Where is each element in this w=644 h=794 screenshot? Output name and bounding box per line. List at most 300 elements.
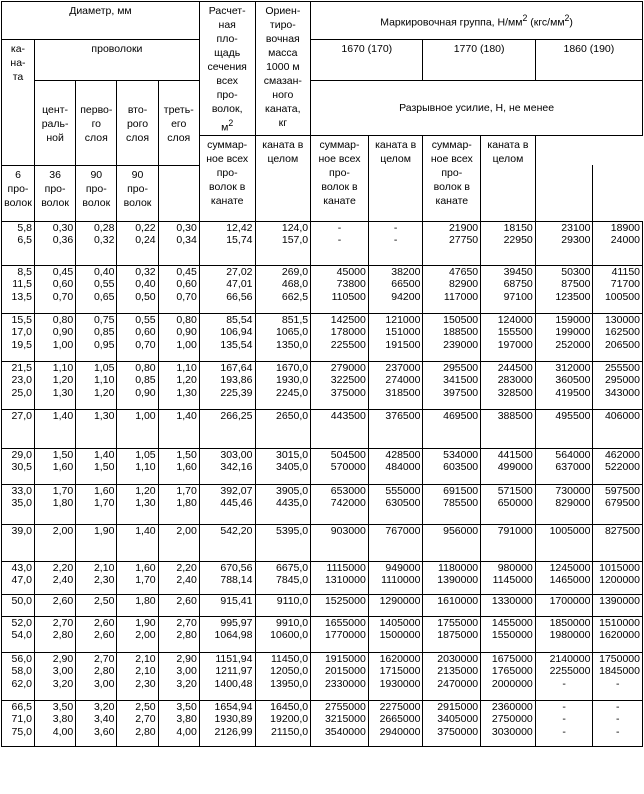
table-cell — [76, 313, 117, 361]
cell-value: 730000 — [555, 484, 591, 497]
cell-value: 1610000 — [437, 594, 479, 607]
cell-value: 2360000 — [491, 700, 533, 713]
cell-value: 791000 — [497, 524, 533, 537]
cell-value: 0,60 — [176, 278, 197, 291]
table-cell — [255, 616, 311, 652]
cell-value: 9910,0 — [276, 616, 309, 629]
cell-value: 27,02 — [226, 265, 253, 278]
table-cell — [199, 409, 255, 448]
cell-value: 1350,0 — [276, 338, 309, 351]
table-cell — [311, 484, 369, 524]
group-1670: 1670 (170) — [311, 40, 423, 81]
table-cell — [255, 409, 311, 448]
cell-value: 1,00 — [176, 338, 197, 351]
cell-value: 1525000 — [324, 594, 366, 607]
table-cell — [423, 361, 481, 409]
cell-value: 980000 — [497, 561, 533, 574]
table-cell — [481, 361, 536, 409]
cell-value: 851,5 — [281, 313, 309, 326]
table-cell — [593, 265, 643, 313]
cell-value: 2330000 — [324, 677, 366, 690]
cell-value: 237000 — [385, 361, 421, 374]
cell-value: 2140000 — [549, 652, 591, 665]
cell-value: 445,46 — [220, 497, 253, 510]
cell-value: 1330000 — [491, 594, 533, 607]
cell-value: 73800 — [336, 278, 366, 291]
cell-value: 2,00 — [52, 524, 74, 537]
cell-value: 5395,0 — [276, 524, 309, 537]
cell-value: 637000 — [555, 461, 591, 474]
table-cell — [535, 700, 593, 746]
table-cell — [423, 594, 481, 616]
table-cell — [535, 265, 593, 313]
cell-value: 39,0 — [11, 524, 32, 537]
table-cell — [117, 484, 158, 524]
table-cell — [158, 700, 199, 746]
cell-value: 0,60 — [52, 278, 74, 291]
cell-value: 1750000 — [599, 652, 640, 665]
cell-value: 392,07 — [220, 484, 253, 497]
cell-value: 1700000 — [549, 594, 591, 607]
table-cell — [2, 524, 35, 561]
cell-value: 66500 — [391, 278, 421, 291]
table-cell — [2, 361, 35, 409]
cell-value: 0,90 — [176, 326, 197, 339]
cell-value: 0,70 — [176, 290, 197, 303]
table-cell — [535, 484, 593, 524]
cell-value: 52,0 — [11, 616, 32, 629]
table-cell — [593, 616, 643, 652]
cell-value: 11,5 — [12, 278, 32, 291]
table-cell — [158, 524, 199, 561]
cell-value: 3540000 — [324, 725, 366, 738]
table-cell — [34, 448, 75, 484]
cell-value: 150500 — [443, 313, 479, 326]
cell-value: 2,80 — [52, 629, 74, 642]
table-cell — [76, 265, 117, 313]
cell-value: 252000 — [555, 338, 591, 351]
cell-value: 1,30 — [176, 386, 197, 399]
cell-value: 2650,0 — [276, 409, 309, 422]
cell-value: 328500 — [497, 386, 533, 399]
table-cell — [34, 700, 75, 746]
cell-value: 3750000 — [437, 725, 479, 738]
cell-value: 903000 — [330, 524, 366, 537]
cell-value: 3,20 — [93, 700, 115, 713]
cell-value: 534000 — [443, 448, 479, 461]
cell-value: 47650 — [448, 265, 479, 278]
cell-value: 225500 — [330, 338, 366, 351]
sum-header-3: суммар- ное всех про- волок в канате — [423, 135, 481, 221]
cell-value: - — [615, 677, 620, 690]
cell-value: 15,74 — [226, 234, 253, 247]
cell-value: 1180000 — [438, 561, 479, 574]
cell-value: 468,0 — [281, 278, 309, 291]
row-group — [2, 265, 643, 313]
cell-value: 27,0 — [11, 409, 32, 422]
cell-value: 0,80 — [135, 361, 156, 374]
cell-value: 3,00 — [93, 677, 115, 690]
cell-value: 197000 — [497, 338, 533, 351]
cell-value: 94200 — [391, 290, 421, 303]
cell-value: 1245000 — [549, 561, 591, 574]
cell-value: 21,5 — [11, 361, 32, 374]
cell-value: 157,0 — [281, 234, 309, 247]
cell-value: 12,42 — [226, 221, 253, 234]
cell-value: 269,0 — [281, 265, 309, 278]
whole-header-3: каната в целом — [481, 135, 536, 221]
cell-value: 571500 — [497, 484, 533, 497]
cell-value: 2,60 — [93, 629, 115, 642]
table-cell — [423, 484, 481, 524]
cell-value: 1310000 — [324, 574, 366, 587]
cell-value: 406000 — [604, 409, 640, 422]
table-cell — [423, 265, 481, 313]
cell-value: 2,40 — [176, 574, 197, 587]
cell-value: 193,86 — [220, 374, 253, 387]
cell-value: 142500 — [330, 313, 366, 326]
cell-value: 341500 — [443, 374, 479, 387]
table-cell — [423, 700, 481, 746]
cell-value: 0,24 — [135, 234, 156, 247]
cell-value: 2,90 — [52, 652, 74, 665]
whole-header-1: каната в целом — [255, 135, 311, 221]
count-36: 36 про- волок — [34, 165, 75, 221]
cell-value: 1,10 — [93, 374, 115, 387]
cell-value: 30,5 — [11, 461, 32, 474]
table-cell — [117, 221, 158, 265]
cell-value: 322500 — [330, 374, 366, 387]
table-cell — [368, 313, 423, 361]
cell-value: 2,30 — [93, 574, 115, 587]
cell-value: - — [562, 677, 566, 690]
cell-value: 274000 — [385, 374, 421, 387]
table-cell — [2, 221, 35, 265]
cell-value: 50,0 — [11, 594, 32, 607]
table-cell — [34, 616, 75, 652]
cell-value: 2,00 — [176, 524, 197, 537]
cell-value: 124000 — [497, 313, 533, 326]
cell-value: 1405000 — [379, 616, 421, 629]
table-cell — [535, 448, 593, 484]
row-group — [2, 616, 643, 652]
table-cell — [481, 313, 536, 361]
table-cell — [368, 616, 423, 652]
cell-value: 360500 — [555, 374, 591, 387]
table-cell — [368, 700, 423, 746]
cell-value: 428500 — [385, 448, 421, 461]
cell-value: 1655000 — [324, 616, 366, 629]
cell-value: 2,60 — [52, 594, 74, 607]
table-cell — [311, 700, 369, 746]
cell-value: 66,56 — [226, 290, 253, 303]
table-cell — [255, 265, 311, 313]
cell-value: 3,00 — [52, 665, 74, 678]
cell-value: 97100 — [503, 290, 533, 303]
table-cell — [2, 313, 35, 361]
cell-value: 342,16 — [220, 461, 253, 474]
table-cell — [76, 448, 117, 484]
cell-value: 266,25 — [220, 409, 253, 422]
cell-value: 1930,89 — [214, 713, 253, 726]
cell-value: 1845000 — [599, 665, 640, 678]
table-cell — [535, 594, 593, 616]
cell-value: 597500 — [604, 484, 640, 497]
cell-value: 1,60 — [135, 561, 156, 574]
table-cell — [535, 361, 593, 409]
cell-value: 239000 — [443, 338, 479, 351]
cell-value: 121000 — [385, 313, 421, 326]
row-group — [2, 524, 643, 561]
table-cell — [34, 652, 75, 700]
table-cell — [593, 448, 643, 484]
rope-header: ка- на- та — [2, 40, 35, 166]
cell-value: 1765000 — [491, 665, 533, 678]
table-cell — [311, 221, 369, 265]
row-group — [2, 448, 643, 484]
cell-value: 0,36 — [52, 234, 74, 247]
cell-value: 110500 — [331, 290, 366, 303]
cell-value: 1670,0 — [276, 361, 309, 374]
table-cell — [34, 361, 75, 409]
count-90-a: 90 про- волок — [76, 165, 117, 221]
table-cell — [158, 448, 199, 484]
cell-value: 785500 — [443, 497, 479, 510]
table-cell — [2, 409, 35, 448]
cell-value: 9110,0 — [276, 594, 309, 607]
row-group — [2, 561, 643, 594]
table-cell — [76, 561, 117, 594]
cell-value: 33,0 — [11, 484, 32, 497]
cell-value: 0,22 — [135, 221, 156, 234]
force-header: Разрывное усилие, Н, не менее — [311, 80, 643, 135]
table-cell — [2, 448, 35, 484]
table-cell — [117, 361, 158, 409]
cell-value: 419500 — [555, 386, 591, 399]
cell-value: 18900 — [610, 221, 640, 234]
table-cell — [423, 409, 481, 448]
table-cell — [117, 313, 158, 361]
cell-value: 827500 — [604, 524, 640, 537]
cell-value: - — [562, 713, 566, 726]
table-cell — [368, 409, 423, 448]
table-cell — [368, 561, 423, 594]
cell-value: 3,80 — [52, 713, 74, 726]
cell-value: 555000 — [385, 484, 421, 497]
area-header: Расчет- ная пло- щадь сечения всех про- волок, $м^2$ — [199, 2, 255, 136]
cell-value: 0,55 — [135, 313, 156, 326]
cell-value: 1,05 — [135, 448, 156, 461]
cell-value: 2255000 — [549, 665, 591, 678]
cell-value: 995,97 — [220, 616, 253, 629]
cell-value: 1,50 — [52, 448, 74, 461]
cell-value: 522000 — [604, 461, 640, 474]
table-cell — [423, 221, 481, 265]
table-cell — [158, 361, 199, 409]
cell-value: 1850000 — [549, 616, 591, 629]
table-cell — [311, 409, 369, 448]
table-cell — [481, 652, 536, 700]
cell-value: 2,80 — [176, 629, 197, 642]
cell-value: 2135000 — [437, 665, 479, 678]
cell-value: - — [615, 713, 620, 726]
cell-value: 495500 — [555, 409, 591, 422]
table-cell — [199, 265, 255, 313]
count-90-b: 90 про- волок — [117, 165, 158, 221]
cell-value: 441500 — [497, 448, 533, 461]
table-cell — [593, 361, 643, 409]
cell-value: 2470000 — [437, 677, 479, 690]
cell-value: 178000 — [330, 326, 366, 339]
table-cell — [481, 409, 536, 448]
table-cell — [76, 409, 117, 448]
cell-value: 2,70 — [176, 616, 197, 629]
cell-value: 2,90 — [176, 652, 197, 665]
cell-value: 106,94 — [220, 326, 253, 339]
cell-value: 1,10 — [176, 361, 197, 374]
cell-value: 542,20 — [220, 524, 253, 537]
cell-value: 255500 — [604, 361, 640, 374]
cell-value: 1211,97 — [215, 665, 253, 678]
cell-value: 283000 — [497, 374, 533, 387]
cell-value: 0,70 — [52, 290, 74, 303]
cell-value: 41150 — [611, 265, 640, 278]
cell-value: 388500 — [497, 409, 533, 422]
cell-value: 244500 — [497, 361, 533, 374]
cell-value: 0,30 — [176, 221, 197, 234]
cell-value: 3,80 — [176, 713, 197, 726]
cell-value: 23100 — [561, 221, 591, 234]
table-cell — [423, 313, 481, 361]
cell-value: 3,50 — [52, 700, 74, 713]
central-header: цент- раль- ной — [34, 80, 75, 165]
cell-value: 0,55 — [93, 278, 115, 291]
cell-value: 85,54 — [226, 313, 253, 326]
table-cell — [535, 409, 593, 448]
cell-value: 3,00 — [176, 665, 197, 678]
cell-value: 2,80 — [135, 725, 156, 738]
table-cell — [481, 484, 536, 524]
cell-value: 22950 — [503, 234, 533, 247]
cell-value: 462000 — [604, 448, 640, 461]
table-cell — [481, 524, 536, 561]
cell-value: 1,90 — [135, 616, 156, 629]
cell-value: 58,0 — [11, 665, 32, 678]
cell-value: 162500 — [604, 326, 640, 339]
table-cell — [255, 361, 311, 409]
cell-value: 117000 — [443, 290, 479, 303]
cell-value: 1065,0 — [276, 326, 309, 339]
table-cell — [593, 700, 643, 746]
cell-value: 135,54 — [220, 338, 253, 351]
whole-header-2: каната в целом — [368, 135, 423, 221]
cell-value: 1,10 — [135, 461, 156, 474]
cell-value: 4435,0 — [276, 497, 309, 510]
cell-value: 1930,0 — [276, 374, 309, 387]
cell-value: 1,40 — [135, 524, 156, 537]
table-cell — [535, 313, 593, 361]
cell-value: 1755000 — [437, 616, 479, 629]
cell-value: 1200000 — [599, 574, 640, 587]
table-cell — [117, 524, 158, 561]
cell-value: 1,40 — [93, 448, 115, 461]
table-cell — [535, 221, 593, 265]
cell-value: 2015000 — [324, 665, 366, 678]
table-cell — [34, 484, 75, 524]
cell-value: 43,0 — [11, 561, 32, 574]
table-cell — [535, 652, 593, 700]
cell-value: 2,10 — [135, 652, 156, 665]
cell-value: 3,60 — [93, 725, 115, 738]
cell-value: 3405000 — [437, 713, 479, 726]
table-cell — [423, 561, 481, 594]
row-group — [2, 594, 643, 616]
cell-value: 376500 — [385, 409, 421, 422]
cell-value: 0,85 — [135, 374, 156, 387]
cell-value: 2,70 — [135, 713, 156, 726]
cell-value: 1500000 — [379, 629, 421, 642]
cell-value: 3,20 — [176, 677, 197, 690]
wires-header: проволоки — [34, 40, 199, 81]
table-cell — [423, 524, 481, 561]
cell-value: 1675000 — [491, 652, 533, 665]
table-cell — [117, 265, 158, 313]
cell-value: 0,90 — [52, 326, 74, 339]
table-cell — [368, 221, 423, 265]
table-cell — [76, 700, 117, 746]
row-group — [2, 484, 643, 524]
table-cell — [535, 616, 593, 652]
cell-value: 2,10 — [135, 665, 156, 678]
cell-value: 47,0 — [11, 574, 32, 587]
cell-value: 155500 — [497, 326, 533, 339]
cell-value: 2,70 — [93, 652, 115, 665]
cell-value: 2,60 — [93, 616, 115, 629]
cell-value: 1005000 — [549, 524, 591, 537]
table-cell — [255, 561, 311, 594]
cell-value: 39450 — [503, 265, 533, 278]
table-cell — [255, 484, 311, 524]
table-cell — [158, 652, 199, 700]
cell-value: 2,80 — [93, 665, 115, 678]
cell-value: 19,5 — [11, 338, 32, 351]
cell-value: 1,30 — [52, 386, 74, 399]
cell-value: 27750 — [448, 234, 479, 247]
cell-value: 75,0 — [11, 725, 32, 738]
cell-value: 1620000 — [599, 629, 640, 642]
cell-value: 2915000 — [437, 700, 479, 713]
count-6: 6 про- волок — [2, 165, 35, 221]
cell-value: 0,32 — [135, 265, 156, 278]
cell-value: 1,20 — [93, 386, 115, 399]
table-cell — [117, 700, 158, 746]
table-cell — [368, 652, 423, 700]
table-cell — [481, 561, 536, 594]
table-cell — [311, 265, 369, 313]
cell-value: 82900 — [448, 278, 479, 291]
cell-value: 603500 — [443, 461, 479, 474]
table-cell — [76, 616, 117, 652]
cell-value: 1,50 — [176, 448, 197, 461]
cell-value: 0,80 — [176, 313, 197, 326]
cell-value: 484000 — [385, 461, 421, 474]
table-cell — [535, 561, 593, 594]
cell-value: 397500 — [443, 386, 479, 399]
cell-value: 13,5 — [11, 290, 32, 303]
cell-value: 21150,0 — [270, 725, 309, 738]
cell-value: 499000 — [497, 461, 533, 474]
cell-value: 62,0 — [11, 677, 32, 690]
